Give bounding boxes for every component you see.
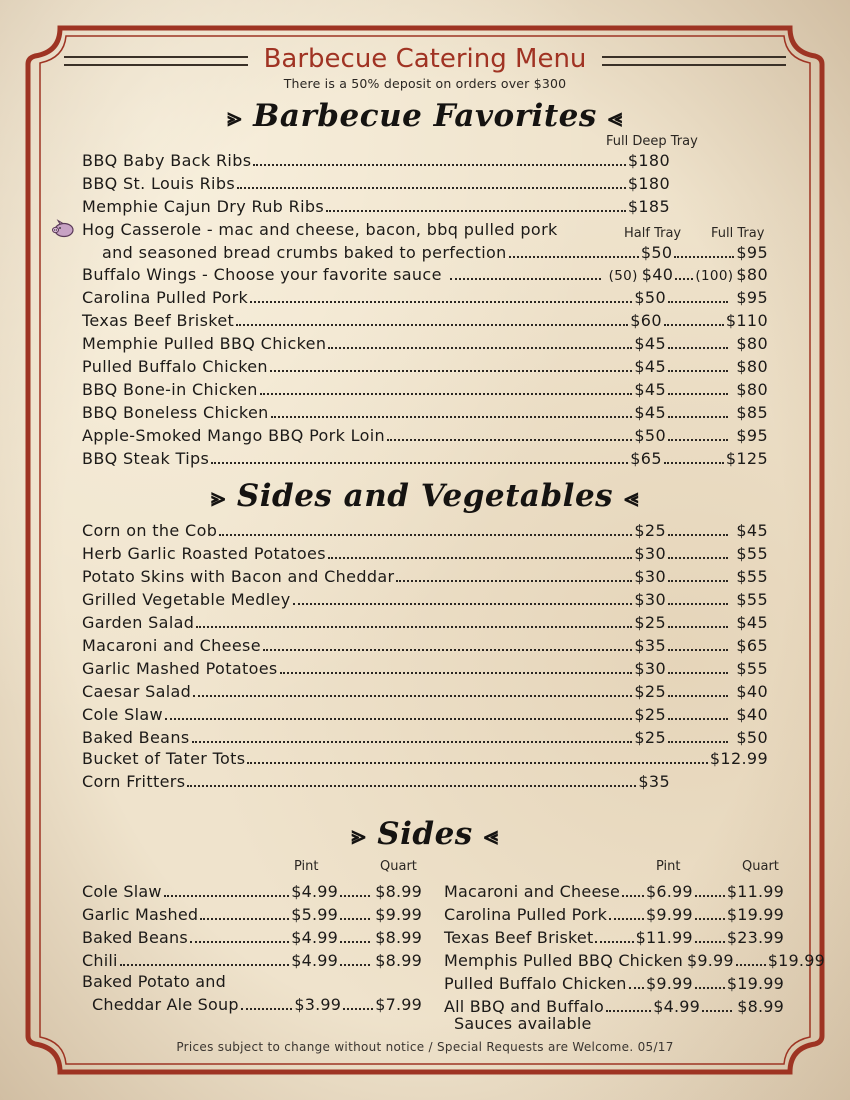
side-row-garlic-mashed: [82, 902, 422, 924]
item-quart-price: $8.99: [737, 997, 784, 1016]
dot-leader: [340, 941, 370, 943]
dot-leader: [609, 918, 644, 920]
item-half-price: $40: [641, 265, 674, 284]
item-name: Macaroni and Cheese: [444, 882, 621, 901]
item-half-price: $25: [634, 705, 666, 724]
item-description: and seasoned bread crumbs baked to perfection: [102, 243, 507, 262]
dot-leader: [260, 393, 633, 395]
dot-leader: [328, 557, 632, 559]
menu-row-corn-on-the-cob: [82, 518, 768, 540]
item-name: BBQ Baby Back Ribs: [82, 151, 252, 170]
item-price: $185: [627, 197, 670, 216]
dot-leader: [187, 785, 636, 787]
item-name: Baked Beans: [82, 928, 188, 947]
ornament-right-icon: ⪢: [351, 821, 366, 850]
ornament-left-icon: ⪡: [624, 483, 640, 512]
item-full-price: $80: [736, 380, 768, 399]
menu-row-pulled-buffalo-chicken: [82, 354, 768, 376]
dot-leader: [340, 895, 370, 897]
item-half-price: $30: [634, 659, 666, 678]
item-full-price: $55: [736, 659, 768, 678]
item-name: Sauces available: [454, 1014, 592, 1033]
menu-row-potato-skins-with-bacon-and-cheddar: [82, 564, 768, 586]
menu-row-carolina-pulled-pork: [82, 285, 768, 307]
side-row-soup-line1: [82, 969, 422, 991]
item-name: Carolina Pulled Pork: [444, 905, 608, 924]
page-title: Barbecue Catering Menu: [263, 44, 587, 74]
item-name: Herb Garlic Roasted Potatoes: [82, 544, 326, 563]
item-price: $180: [627, 151, 670, 170]
header-half-tray: Half Tray: [624, 226, 682, 241]
item-name: Hog Casserole - mac and cheese, bacon, bbq pulled pork: [82, 220, 558, 239]
item-name: Cheddar Ale Soup: [92, 995, 239, 1014]
item-quart-price: $7.99: [375, 995, 422, 1014]
dot-leader: [241, 1008, 293, 1010]
item-name: Macaroni and Cheese: [82, 636, 261, 655]
dot-leader: [396, 580, 632, 582]
item-name: Memphie Cajun Dry Rub Ribs: [82, 197, 325, 216]
item-half-price: $45: [634, 380, 666, 399]
dot-leader: [211, 462, 628, 464]
dot-leader: [668, 439, 728, 441]
item-half-price: $25: [634, 682, 666, 701]
ornament-left-icon: ⪡: [608, 103, 623, 132]
item-pint-price: $5.99: [291, 905, 338, 924]
dot-leader: [293, 603, 633, 605]
side-row-macaroni-and-cheese: [444, 879, 784, 901]
item-full-price: $45: [736, 521, 768, 540]
item-full-price: $125: [725, 449, 768, 468]
item-name: Garlic Mashed: [82, 905, 199, 924]
menu-row-bbq-steak-tips: [82, 446, 768, 468]
item-name: BBQ Boneless Chicken: [82, 403, 269, 422]
section-heading-sides-veg: [0, 478, 850, 514]
item-quart-price: $11.99: [726, 882, 784, 901]
dot-leader: [668, 534, 728, 536]
item-half-price: $50: [640, 243, 673, 262]
item-full-price: $65: [736, 636, 768, 655]
dot-leader: [270, 370, 632, 372]
item-pint-price: $4.99: [291, 882, 338, 901]
item-quart-price: $8.99: [375, 928, 422, 947]
item-pint-price: $6.99: [646, 882, 693, 901]
sides-heading-text: Sides: [377, 816, 473, 852]
item-half-price: $35: [634, 636, 666, 655]
item-pint-price: $4.99: [291, 928, 338, 947]
header-quart-right: Quart: [742, 859, 779, 874]
dot-leader: [237, 187, 626, 189]
item-half-price: $65: [630, 449, 662, 468]
menu-row-cole-slaw: [82, 702, 768, 724]
menu-row-texas-beef-brisket: [82, 308, 768, 330]
item-name: BBQ Steak Tips: [82, 449, 210, 468]
menu-row-st-louis-ribs: [82, 171, 768, 193]
item-name: Carolina Pulled Pork: [82, 288, 249, 307]
item-pint-price: $4.99: [291, 951, 338, 970]
item-quart-price: $8.99: [375, 882, 422, 901]
item-name: Garden Salad: [82, 613, 195, 632]
item-half-price: $45: [634, 334, 666, 353]
item-pint-price: $11.99: [635, 928, 693, 947]
item-full-price: $45: [736, 613, 768, 632]
item-quart-price: $23.99: [726, 928, 784, 947]
dot-leader: [668, 557, 728, 559]
header-pint-left: Pint: [294, 859, 319, 874]
header-full-deep-tray: Full Deep Tray: [606, 134, 698, 149]
menu-row-corn-fritters: [82, 769, 768, 791]
dot-leader: [190, 941, 289, 943]
dot-leader: [695, 918, 725, 920]
dot-leader: [271, 416, 633, 418]
item-pint-price: $9.99: [646, 905, 693, 924]
dot-leader: [664, 324, 724, 326]
dot-leader: [164, 895, 290, 897]
dot-leader: [668, 580, 728, 582]
menu-row-buffalo-wings: [82, 262, 768, 284]
dot-leader: [326, 210, 626, 212]
item-full-price: $110: [725, 311, 768, 330]
menu-row-herb-garlic-roasted-potatoes: [82, 541, 768, 563]
dot-leader: [695, 895, 725, 897]
item-half-price: $30: [634, 544, 666, 563]
side-row-cole-slaw: [82, 879, 422, 901]
item-name: BBQ St. Louis Ribs: [82, 174, 236, 193]
item-quart-price: $19.99: [726, 974, 784, 993]
item-pint-price: $4.99: [653, 997, 700, 1016]
ornament-right-icon: ⪢: [227, 103, 242, 132]
deposit-note: There is a 50% deposit on orders over $300: [283, 76, 567, 91]
item-pint-price: $9.99: [686, 951, 734, 970]
menu-row-cajun-dry-rub-ribs: [82, 194, 768, 216]
menu-row-garden-salad: [82, 610, 768, 632]
dot-leader: [668, 416, 728, 418]
dot-leader: [165, 718, 632, 720]
item-half-price: $25: [634, 613, 666, 632]
half-count: (50): [608, 268, 638, 284]
dot-leader: [595, 941, 633, 943]
item-name: Memphis Pulled BBQ Chicken: [444, 951, 683, 970]
dot-leader: [668, 347, 728, 349]
item-name: Garlic Mashed Potatoes: [82, 659, 278, 678]
dot-leader: [668, 603, 728, 605]
item-half-price: $45: [634, 403, 666, 422]
item-half-price: $25: [634, 728, 666, 747]
item-full-price: $85: [736, 403, 768, 422]
item-full-price: $95: [736, 243, 768, 262]
item-half-price: $50: [634, 288, 666, 307]
dot-leader: [668, 301, 728, 303]
dot-leader: [263, 649, 632, 651]
item-full-price: $55: [736, 567, 768, 586]
dot-leader: [250, 301, 632, 303]
dot-leader: [247, 762, 707, 764]
item-price: $12.99: [709, 749, 768, 768]
item-name: Texas Beef Brisket: [82, 311, 235, 330]
side-row-soup-line2: [82, 992, 422, 1014]
item-half-price: $50: [634, 426, 666, 445]
ornament-left-icon: ⪡: [484, 821, 499, 850]
item-name: Potato Skins with Bacon and Cheddar: [82, 567, 395, 586]
item-name: Corn on the Cob: [82, 521, 218, 540]
dot-leader: [280, 672, 633, 674]
pig-icon: [51, 219, 75, 239]
menu-row-baby-back-ribs: [82, 148, 768, 170]
item-name: Apple-Smoked Mango BBQ Pork Loin: [82, 426, 386, 445]
item-name: Pulled Buffalo Chicken: [82, 357, 268, 376]
dot-leader: [668, 672, 728, 674]
item-full-price: $80: [736, 265, 768, 284]
dot-leader: [668, 370, 728, 372]
side-row-chili: [82, 948, 422, 970]
dot-leader: [664, 462, 724, 464]
item-full-price: $55: [736, 590, 768, 609]
dot-leader: [450, 278, 601, 280]
menu-row-grilled-vegetable-medley: [82, 587, 768, 609]
dot-leader: [196, 626, 632, 628]
item-pint-price: $9.99: [646, 974, 693, 993]
item-full-price: $80: [736, 357, 768, 376]
menu-row-garlic-mashed-potatoes: [82, 656, 768, 678]
dot-leader: [675, 278, 693, 280]
dot-leader: [668, 626, 728, 628]
menu-row-apple-smoked-mango-bbq-pork-loin: [82, 423, 768, 445]
dot-leader: [674, 256, 734, 258]
item-name: Baked Beans: [82, 728, 190, 747]
item-full-price: $40: [736, 705, 768, 724]
dot-leader: [328, 347, 632, 349]
dot-leader: [120, 964, 290, 966]
menu-row-tater-tots: [82, 746, 768, 768]
section-heading-sides: [0, 816, 850, 852]
item-name: Memphie Pulled BBQ Chicken: [82, 334, 327, 353]
item-name: Cole Slaw: [82, 882, 162, 901]
side-row-texas-beef-brisket: [444, 925, 784, 947]
menu-row-memphie-pulled-bbq-chicken: [82, 331, 768, 353]
menu-row-baked-beans: [82, 725, 768, 747]
item-name: Chili: [82, 951, 118, 970]
dot-leader: [509, 256, 639, 258]
menu-row-hog-casserole-line2: [82, 240, 768, 262]
ornament-right-icon: ⪢: [210, 483, 226, 512]
side-row-memphis-pulled-bbq-chicken: [444, 948, 825, 970]
sides-veg-heading-text: Sides and Vegetables: [236, 478, 614, 514]
item-name: Pulled Buffalo Chicken: [444, 974, 627, 993]
item-price: $180: [627, 174, 670, 193]
item-pint-price: $3.99: [294, 995, 342, 1014]
menu-row-caesar-salad: [82, 679, 768, 701]
dot-leader: [343, 1008, 373, 1010]
item-name: Caesar Salad: [82, 682, 192, 701]
header-full-tray: Full Tray: [711, 226, 765, 241]
side-row-baked-beans: [82, 925, 422, 947]
side-row-sauces-line2: [454, 1011, 784, 1033]
side-row-pulled-buffalo-chicken: [444, 971, 784, 993]
item-quart-price: $9.99: [375, 905, 422, 924]
dot-leader: [668, 649, 728, 651]
item-name: Grilled Vegetable Medley: [82, 590, 291, 609]
item-name: All BBQ and Buffalo: [444, 997, 604, 1016]
item-full-price: $50: [736, 728, 768, 747]
item-name: Cole Slaw: [82, 705, 163, 724]
dot-leader: [629, 987, 644, 989]
item-quart-price: $8.99: [375, 951, 422, 970]
item-full-price: $80: [736, 334, 768, 353]
item-half-price: $45: [634, 357, 666, 376]
dot-leader: [340, 918, 370, 920]
item-half-price: $30: [634, 567, 666, 586]
favorites-heading-text: Barbecue Favorites: [253, 98, 597, 134]
item-full-price: $40: [736, 682, 768, 701]
side-row-carolina-pulled-pork: [444, 902, 784, 924]
dot-leader: [695, 941, 725, 943]
item-half-price: $25: [634, 521, 666, 540]
item-full-price: $95: [736, 288, 768, 307]
item-price: $35: [638, 772, 670, 791]
item-name: Bucket of Tater Tots: [82, 749, 246, 768]
item-quart-price: $19.99: [767, 951, 825, 970]
header-pint-right: Pint: [656, 859, 681, 874]
full-count: (100): [695, 268, 734, 284]
dot-leader: [736, 964, 766, 966]
dot-leader: [387, 439, 632, 441]
item-half-price: $30: [634, 590, 666, 609]
section-heading-favorites: [0, 98, 850, 134]
menu-row-bbq-bone-in-chicken: [82, 377, 768, 399]
dot-leader: [253, 164, 625, 166]
dot-leader: [193, 695, 632, 697]
item-name: Corn Fritters: [82, 772, 186, 791]
footer-note: Prices subject to change without notice / Special Requests are Welcome. 05/17: [176, 1040, 674, 1054]
dot-leader: [192, 741, 633, 743]
dot-leader: [340, 964, 370, 966]
item-name: Baked Potato and: [82, 972, 226, 991]
dot-leader: [695, 987, 725, 989]
dot-leader: [200, 918, 289, 920]
header-quart-left: Quart: [380, 859, 417, 874]
dot-leader: [236, 324, 628, 326]
dot-leader: [668, 718, 728, 720]
menu-row-bbq-boneless-chicken: [82, 400, 768, 422]
dot-leader: [622, 895, 644, 897]
dot-leader: [668, 741, 728, 743]
item-name: BBQ Bone-in Chicken: [82, 380, 258, 399]
item-half-price: $60: [630, 311, 662, 330]
item-quart-price: $19.99: [726, 905, 784, 924]
dot-leader: [219, 534, 632, 536]
item-full-price: $55: [736, 544, 768, 563]
item-name: Buffalo Wings - Choose your favorite sauce: [82, 265, 442, 284]
item-full-price: $95: [736, 426, 768, 445]
dot-leader: [668, 695, 728, 697]
item-name: Texas Beef Brisket: [444, 928, 594, 947]
menu-row-macaroni-and-cheese: [82, 633, 768, 655]
dot-leader: [668, 393, 728, 395]
